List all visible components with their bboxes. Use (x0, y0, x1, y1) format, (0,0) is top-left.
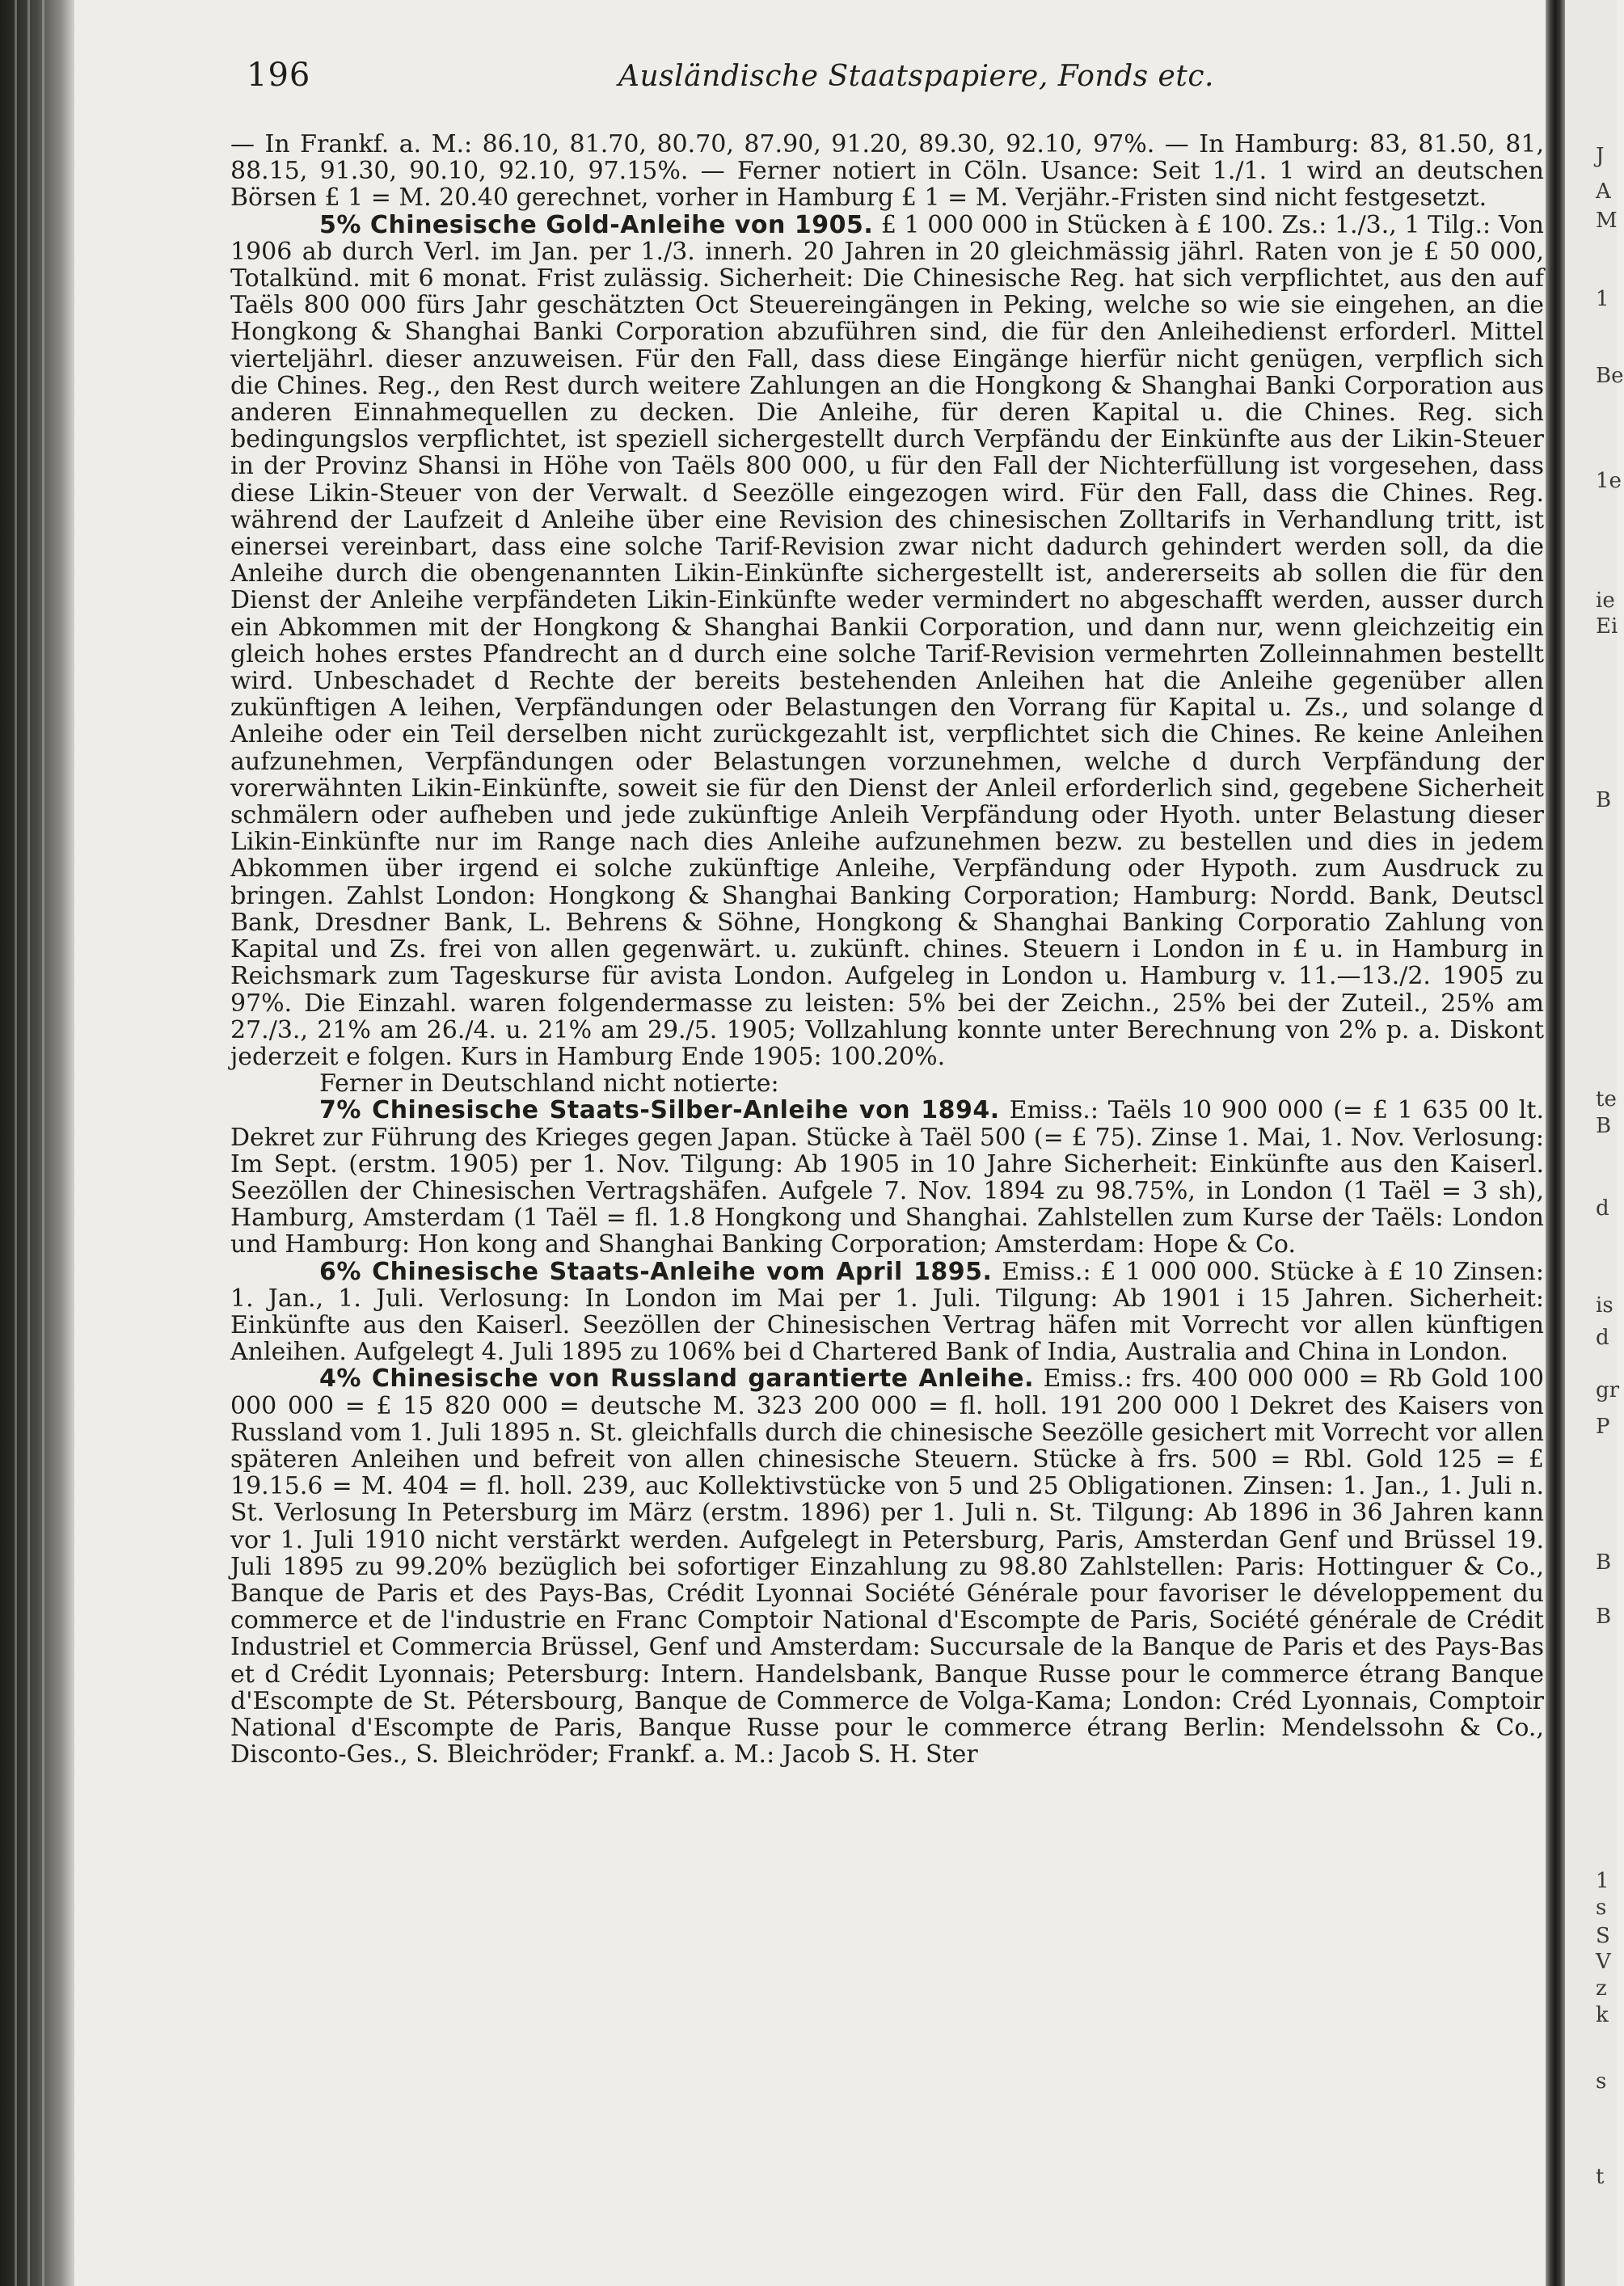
margin-fragment: Ei (1596, 614, 1618, 639)
running-title: Ausländische Staatspapiere, Fonds etc. (618, 60, 1214, 93)
margin-fragment: 1 (1596, 287, 1609, 311)
margin-fragment: B (1596, 788, 1612, 812)
section-heading: 5% Chinesische Gold-Anleihe von 1905. (319, 210, 874, 239)
margin-fragment: k (1596, 2003, 1609, 2027)
section-body: Ferner in Deutschland nicht notierte: (319, 1069, 779, 1099)
margin-fragment: Be (1596, 364, 1624, 388)
book-gutter (1546, 0, 1565, 2286)
section-body: Emiss.: frs. 400 000 000 = Rb Gold 100 000 000 = £ 15 820 000 = deutsche M. 323 200 000 = fl. holl. 191 200 000 l Dekret des Kaisers von Russland vom 1. Juli 1895 n. St. gleichfalls durch die chinesische Seezölle gesichert mit Vorrecht vor allen späteren Anleihen und befreit von allen chinesische Steuern. Stücke à frs. 500 = Rbl. Gold 125 = £ 19.15.6 = M. 404 = fl. holl. 239, auc Kollektivstücke von 5 und 25 Obligationen. Zinsen: 1. Jan., 1. Juli n. St. Verlosung In Petersburg im März (erstm. 1896) per 1. Juli n. St. Tilgung: Ab 1896 in 36 Jahren kann vor 1. Juli 1910 nicht verstärkt werden. Aufgelegt in Petersburg, Paris, Amsterdan Genf und Brüssel 19. Juli 1895 zu 99.20% bezüglich bei sofortiger Einzahlung zu 98.80 Zahlstellen: Paris: Hottinguer & Co., Banque de Paris et des Pays-Bas, Crédit Lyonnai Société Générale pour favoriser le développement du commerce et de l'industrie en Franc Comptoir National d'Escompte de Paris, Société générale de Crédit Industriel et Commercia Brüssel, Genf und Amsterdam: Succursale de la Banque de Paris et des Pays-Bas et d Crédit Lyonnais; Petersburg: Intern. Handelsbank, Banque Russe pour le commerce étrang Banque d'Escompte de St. Pétersbourg, Banque de Commerce de Volga-Kama; London: Créd Lyonnais, Comptoir National d'Escompte de Paris, Banque Russe pour le commerce étrang Berlin: Mendelssohn & Co., Disconto-Ges., S. Bleichröder; Frankf. a. M.: Jacob S. H. Ster (230, 1364, 1544, 1769)
section-russia-guaranteed-loan (230, 1365, 1544, 1768)
book-binding-shadow (0, 0, 74, 2286)
margin-fragment: S (1596, 1924, 1610, 1948)
margin-fragment: d (1596, 1326, 1609, 1350)
margin-fragment: s (1596, 1896, 1607, 1920)
margin-fragment: 1 (1596, 1869, 1609, 1893)
margin-fragment: B (1596, 1550, 1612, 1575)
margin-fragment: B (1596, 1114, 1612, 1138)
margin-fragment: B (1596, 1605, 1612, 1629)
margin-fragment: is (1596, 1293, 1613, 1318)
section-heading: 7% Chinesische Staats-Silber-Anleihe von 1894. (319, 1096, 1000, 1125)
section-silver-loan-1894 (230, 1097, 1544, 1258)
section-body: Emiss.: £ 1 000 000. Stücke à £ 10 Zinsen: 1. Jan., 1. Juli. Verlosung: In London im Mai per 1. Juli. Tilgung: Ab 1901 i 15 Jahren. Sicherheit: Einkünfte aus den Kaiserl. Seezöllen der Chinesischen Vertrag häfen mit Vorrecht vor allen künftigen Anleihen. Aufgelegt 4. Juli 1895 zu 106% bei d Chartered Bank of India, Australia and China in London. (230, 1257, 1544, 1367)
margin-fragment: t (1596, 2165, 1605, 2189)
intro-paragraph: — In Frankf. a. M.: 86.10, 81.70, 80.70, 87.90, 91.20, 89.30, 92.10, 97%. — In Hamburg: 83, 81.50, 81, 88.15, 91.30, 90.10, 92.10, 97.15%. — Ferner notiert in Cöln. Usance: Seit 1./1. 1 wird an deutschen Börsen £ 1 = M. 20.40 gerechnet, vorher in Hamburg £ 1 = M. Verjähr.-Fristen sind nicht festgesetzt. (230, 130, 1544, 213)
margin-fragment: P (1596, 1415, 1610, 1439)
margin-fragment: 1e (1596, 469, 1622, 493)
section-gold-loan-1905 (230, 212, 1544, 1071)
section-state-loan-1895 (230, 1259, 1544, 1366)
section-body: £ 1 000 000 in Stücken à £ 100. Zs.: 1./3., 1 Tilg.: Von 1906 ab durch Verl. im Jan. per 1./3. innerh. 20 Jahren in 20 gleichmässig jährl. Raten von je £ 50 000, Totalkünd. mit 6 monat. Frist zulässig. Sicherheit: Die Chinesische Reg. hat sich verpflichtet, aus den auf Taëls 800 000 fürs Jahr geschätzten Oct Steuereingängen in Peking, welche so wie sie eingehen, an die Hongkong & Shanghai Banki Corporation abzuführen sind, die für den Anleihedienst erforderl. Mittel vierteljährl. dieser anzuweisen. Für den Fall, dass diese Eingänge hierfür nicht genügen, verpflich sich die Chines. Reg., den Rest durch weitere Zahlungen an die Hongkong & Shanghai Banki Corporation aus anderen Einnahmequellen zu decken. Die Anleihe, für deren Kapital u. die Chines. Reg. sich bedingungslos verpflichtet, ist speziell sichergestellt durch Verpfändu der Einkünfte aus der Likin-Steuer in der Provinz Shansi in Höhe von Taëls 800 000, u für den Fall der Nichterfüllung ist vorgesehen, dass diese Likin-Steuer von der Verwalt. d Seezölle eingezogen wird. Für den Fall, dass die Chines. Reg. während der Laufzeit d Anleihe über eine Revision des chinesischen Zolltarifs in Verhandlung tritt, ist einersei vereinbart, dass eine solche Tarif-Revision zwar nicht dadurch gehindert werden soll, da die Anleihe durch die obengenannten Likin-Einkünfte sichergestellt ist, andererseits ab sollen die für den Dienst der Anleihe verpfändeten Likin-Einkünfte weder vermindert no abgeschafft werden, ausser durch ein Abkommen mit der Hongkong & Shanghai Bankii Corporation, und dann nur, wenn gleichzeitig ein gleich hohes erstes Pfandrecht an d durch eine solche Tarif-Revision vermehrten Zolleinnahmen bestellt wird. Unbeschadet d Rechte der bereits bestehenden Anleihen hat die Anleihe gegenüber allen zukünftigen A leihen, Verpfändungen oder Belastungen den Vorrang für Kapital u. Zs., und solange d Anleihe oder ein Teil derselben nicht zurückgezahlt ist, verpflichtet sich die Chines. Re keine Anleihen aufzunehmen, Verpfändungen oder Belastungen vorzunehmen, welche d durch Verpfändung der vorerwähnten Likin-Einkünfte, soweit sie für den Dienst der Anleil erforderlich sind, gegebene Sicherheit schmälern oder aufheben und jede zukünftige Anleih Verpfändung oder Hyoth. unter Belastung dieser Likin-Einkünfte nur im Range nach dies Anleihe aufzunehmen bezw. zu bestellen und dies in jedem Abkommen über irgend ei solche zukünftige Anleihe, Verpfändung oder Hypoth. zum Ausdruck zu bringen. Zahlst London: Hongkong & Shanghai Banking Corporation; Hamburg: Nordd. Bank, Deutscl Bank, Dresdner Bank, L. Behrens & Söhne, Hongkong & Shanghai Banking Corporatio Zahlung von Kapital und Zs. frei von allen gegenwärt. u. zukünft. chines. Steuern i London in £ u. in Hamburg in Reichsmark zum Tageskurse für avista London. Aufgeleg in London u. Hamburg v. 11.—13./2. 1905 zu 97%. Die Einzahl. waren folgendermasse zu leisten: 5% bei der Zeichn., 25% bei der Zuteil., 25% am 27./3., 21% am 26./4. u. 21% am 29./5. 1905; Vollzahlung konnte unter Berechnung von 2% p. a. Diskont jederzeit e folgen. Kurs in Hamburg Ende 1905: 100.20%. (230, 210, 1545, 1071)
margin-fragment: z (1596, 1976, 1607, 2001)
section-heading: 6% Chinesische Staats-Anleihe vom April 1895. (319, 1257, 993, 1286)
section-heading: 4% Chinesische von Russland garantierte Anleihe. (319, 1364, 1034, 1394)
margin-fragment: J (1596, 144, 1605, 168)
margin-fragment: te (1596, 1087, 1617, 1111)
body-text (230, 131, 1544, 1768)
page-header (247, 57, 1548, 97)
margin-fragment: M (1596, 209, 1618, 233)
page-number: 196 (247, 57, 311, 94)
margin-fragment: d (1596, 1196, 1609, 1221)
margin-fragment: s (1596, 2069, 1607, 2094)
margin-fragment: A (1596, 179, 1611, 204)
margin-fragment: V (1596, 1950, 1611, 1974)
section-body: Emiss.: Taëls 10 900 000 (= £ 1 635 00 lt. Dekret zur Führung des Krieges gegen Japan. Stücke à Taël 500 (= £ 75). Zinse 1. Mai, 1. Nov. Verlosung: Im Sept. (erstm. 1905) per 1. Nov. Tilgung: Ab 1905 in 10 Jahre Sicherheit: Einkünfte aus den Kaiserl. Seezöllen der Chinesischen Vertragshäfen. Aufgele 7. Nov. 1894 zu 98.75%, in London (1 Taël = 3 sh), Hamburg, Amsterdam (1 Taël = fl. 1.8 Hongkong und Shanghai. Zahlstellen zum Kurse der Taëls: London und Hamburg: Hon kong and Shanghai Banking Corporation; Amsterdam: Hope & Co. (230, 1096, 1544, 1259)
section-not-quoted-note (230, 1070, 1544, 1097)
margin-fragment: ie (1596, 588, 1615, 613)
margin-fragment: gr (1596, 1378, 1620, 1402)
